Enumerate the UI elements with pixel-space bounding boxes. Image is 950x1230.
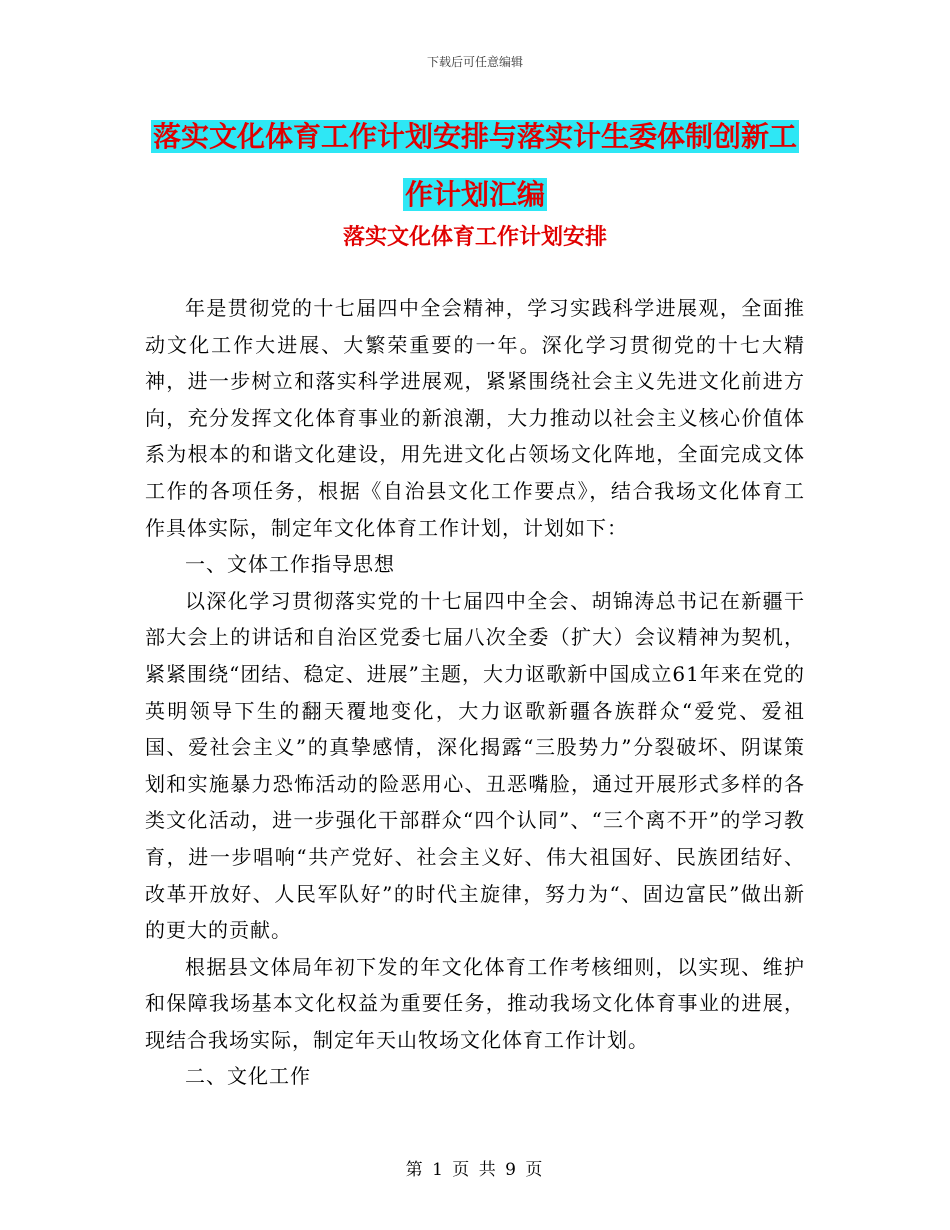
heading-culture-work: 二、文化工作 xyxy=(185,1064,311,1089)
section-title: 落实文化体育工作计划安排 xyxy=(342,225,607,250)
paragraph-intro: 年是贯彻党的十七届四中全会精神，学习实践科学进展观，全面推动文化工作大进展、大繁荣重要的一年。深化学习贯彻党的十七大精神，进一步树立和落实科学进展观，紧紧围绕社会主义先进文化前进方向，充分发挥文化体育事业的新浪潮，大力推动以社会主义核心价值体系为根本的和谐文化建设，用先进文化占领场文化阵地，全面完成文体工作的各项任务，根据《自治县文化工作要点》，结合我场文化体育工作具体实际，制定年文化体育工作计划，计划如下： xyxy=(145,296,805,540)
page-footer: 第 1 页 共 9 页 xyxy=(405,1160,545,1180)
paragraph-guiding-ideology: 以深化学习贯彻落实党的十七届四中全会、胡锦涛总书记在新疆干部大会上的讲话和自治区党委七届八次全委（扩大）会议精神为契机，紧紧围绕“团结、稳定、进展”主题，大力讴歌新中国成立61年来在党的英明领导下生的翻天覆地变化，大力讴歌新疆各族群众“爱党、爱祖国、爱社会主义”的真挚感情，深化揭露“三股势力”分裂破坏、阴谋策划和实施暴力恐怖活动的险恶用心、丑恶嘴脸，通过开展形式多样的各类文化活动，进一步强化干部群众“四个认同”、“三个离不开”的学习教育，进一步唱响“共产党好、社会主义好、伟大祖国好、民族团结好、改革开放好、人民军队好”的时代主旋律，努力为“、固边富民”做出新的更大的贡献。 xyxy=(145,588,805,943)
page-header: 下载后可任意编辑 xyxy=(426,55,523,69)
document-body xyxy=(145,290,805,1095)
document-title xyxy=(145,108,805,224)
paragraph-plan-basis: 根据县文体局年初下发的年文化体育工作考核细则，以实现、维护和保障我场基本文化权益为重要任务，推动我场文化体育事业的进展，现结合我场实际，制定年天山牧场文化体育工作计划。 xyxy=(145,954,805,1052)
title-line-1: 落实文化体育工作计划安排与落实计生委体制创新工 xyxy=(152,120,797,153)
heading-guiding-ideology: 一、文体工作指导思想 xyxy=(185,552,395,577)
title-line-2: 作计划汇编 xyxy=(404,178,545,211)
